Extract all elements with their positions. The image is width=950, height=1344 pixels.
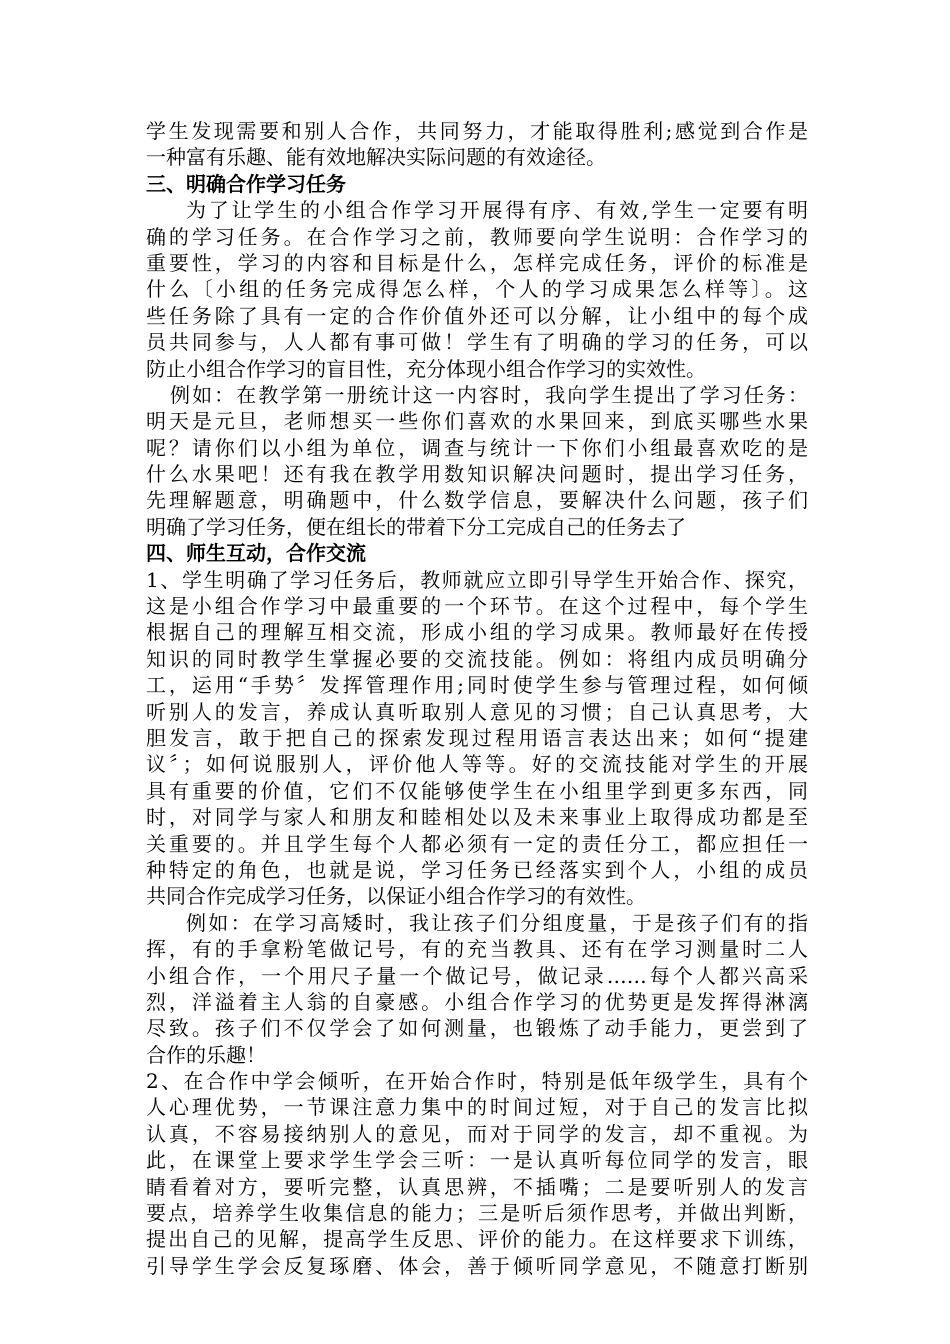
text-line: 小组合作，一个用尺子量一个做记号，做记录……每个人都兴高采 [146, 963, 808, 988]
text-line: 挥，有的手拿粉笔做记号，有的充当教具、还有在学习测量时二人 [146, 937, 808, 962]
text-line: 防止小组合作学习的盲目性，充分体现小组合作学习的实效性。 [146, 356, 706, 381]
text-line: 关重要的。并且学生每个人都必须有一定的责任分工，都应担任一 [146, 831, 808, 856]
text-line: 人心理优势，一节课注意力集中的时间过短，对于自己的发言比拟 [146, 1095, 808, 1120]
text-line: 2、在合作中学会倾听，在开始合作时，特别是低年级学生，具有个 [146, 1069, 808, 1094]
section-heading: 四、师生互动，合作交流 [146, 541, 366, 566]
text-line: 此，在课堂上要求学生学会三听：一是认真听每位同学的发言，眼 [146, 1148, 808, 1173]
text-line: 要点，培养学生收集信息的能力；三是听后须作思考，并做出判断， [146, 1201, 808, 1226]
text-line: 时，对同学与家人和朋友和睦相处以及未来事业上取得成功都是至 [146, 805, 808, 830]
text-line: 确的学习任务。在合作学习之前，教师要向学生说明：合作学习的 [146, 224, 808, 249]
text-line: 认真，不容易接纳别人的意见，而对于同学的发言，却不重视。为 [146, 1121, 808, 1146]
text-line: 合作的乐趣！ [146, 1042, 266, 1067]
text-line: 一种富有乐趣、能有效地解决实际问题的有效途径。 [146, 145, 606, 170]
text-line: 尽致。孩子们不仅学会了如何测量，也锻炼了动手能力，更尝到了 [146, 1016, 808, 1041]
text-line: 工，运用“手势〞发挥管理作用;同时使学生参与管理过程，如何倾 [146, 673, 808, 698]
text-line: 员共同参与，人人都有事可做！学生有了明确的学习的任务，可以 [146, 330, 808, 355]
text-line: 根据自己的理解互相交流，形成小组的学习成果。教师最好在传授 [146, 620, 808, 645]
section-heading: 三、明确合作学习任务 [146, 171, 346, 196]
text-line: 什么水果吧！还有我在教学用数知识解决问题时，提出学习任务， [146, 462, 808, 487]
text-line: 呢？请你们以小组为单位，调查与统计一下你们小组最喜欢吃的是 [146, 435, 808, 460]
text-line: 为了让学生的小组合作学习开展得有序、有效,学生一定要有明 [186, 198, 808, 223]
text-line: 烈，洋溢着主人翁的自豪感。小组合作学习的优势更是发挥得淋漓 [146, 989, 808, 1014]
text-line: 什么〔小组的任务完成得怎么样，个人的学习成果怎么样等〕。这 [146, 277, 808, 302]
document-page [146, 118, 808, 1279]
text-line: 种特定的角色，也就是说，学习任务已经落实到个人，小组的成员 [146, 857, 808, 882]
text-line: 胆发言，敢于把自己的探索发现过程用语言表达出来；如何“提建 [146, 725, 808, 750]
text-line: 提出自己的见解，提高学生反思、评价的能力。在这样要求下训练， [146, 1227, 808, 1252]
text-line: 知识的同时教学生掌握必要的交流技能。例如：将组内成员明确分 [146, 646, 808, 671]
text-line: 些任务除了具有一定的合作价值外还可以分解，让小组中的每个成 [146, 303, 808, 328]
text-line: 先理解题意，明确题中，什么数学信息，要解决什么问题，孩子们 [146, 488, 808, 513]
text-line: 明天是元旦，老师想买一些你们喜欢的水果回来，到底买哪些水果 [146, 409, 808, 434]
text-line: 睛看着对方，要听完整，认真思辨，不插嘴；二是要听别人的发言 [146, 1174, 808, 1199]
text-line: 引导学生学会反复琢磨、体会，善于倾听同学意见，不随意打断别 [146, 1253, 808, 1278]
text-line: 重要性，学习的内容和目标是什么，怎样完成任务，评价的标准是 [146, 250, 808, 275]
text-line: 学生发现需要和别人合作，共同努力，才能取得胜利;感觉到合作是 [146, 119, 808, 143]
text-line: 具有重要的价值，它们不仅能够使学生在小组里学到更多东西，同 [146, 778, 808, 803]
text-line: 例如：在教学第一册统计这一内容时，我向学生提出了学习任务： [170, 382, 808, 407]
text-line: 明确了学习任务，便在组长的带着下分工完成自己的任务去了 [146, 514, 686, 539]
text-line: 例如：在学习高矮时，我让孩子们分组度量，于是孩子们有的指 [186, 910, 808, 935]
text-line: 共同合作完成学习任务，以保证小组合作学习的有效性。 [146, 884, 646, 909]
text-line: 听别人的发言，养成认真听取别人意见的习惯；自己认真思考，大 [146, 699, 808, 724]
text-line: 这是小组合作学习中最重要的一个环节。在这个过程中，每个学生 [146, 594, 808, 619]
text-line: 议〞；如何说服别人，评价他人等等。好的交流技能对学生的开展 [146, 752, 808, 777]
text-line: 1、学生明确了学习任务后，教师就应立即引导学生开始合作、探究， [146, 567, 808, 592]
